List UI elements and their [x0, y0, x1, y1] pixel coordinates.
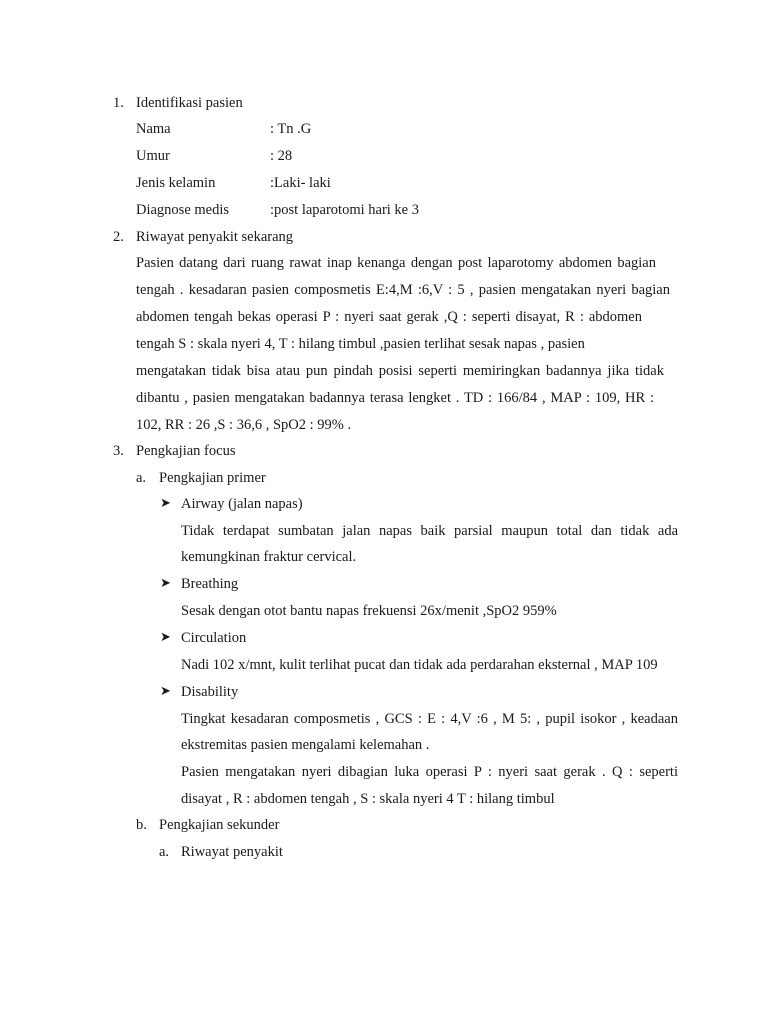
paragraph-line: mengatakan tidak bisa atau pun pindah posisi seperti memiringkan badannya jika tidak	[136, 363, 664, 379]
item-title: Circulation	[181, 630, 247, 646]
subsubsection-title: Riwayat penyakit	[181, 844, 283, 860]
field-value: : 28	[270, 148, 293, 164]
paragraph-line: tengah . kesadaran pasien composmetis E:4,M :6,V : 5 , pasien mengatakan nyeri bagian	[136, 282, 670, 298]
subsubsection-marker: a.	[159, 844, 170, 860]
item-line: Tingkat kesadaran composmetis , GCS : E : 4,V :6 , M 5: , pupil isokor , keadaan	[181, 711, 678, 727]
section-title: Identifikasi pasien	[136, 95, 243, 111]
item-line: kemungkinan fraktur cervical.	[181, 549, 357, 565]
field-label: Umur	[136, 148, 170, 164]
item-line: Sesak dengan otot bantu napas frekuensi 26x/menit ,SpO2 959%	[181, 603, 557, 619]
subsection-marker: a.	[136, 470, 147, 486]
paragraph-line: Pasien datang dari ruang rawat inap kenanga dengan post laparotomy abdomen bagian	[136, 255, 656, 271]
section-number: 3.	[113, 443, 124, 459]
field-label: Nama	[136, 121, 171, 137]
item-line: Tidak terdapat sumbatan jalan napas baik parsial maupun total dan tidak ada	[181, 523, 678, 539]
item-line: Pasien mengatakan nyeri dibagian luka operasi P : nyeri saat gerak . Q : seperti	[181, 764, 678, 780]
paragraph-line: 102, RR : 26 ,S : 36,6 , SpO2 : 99% .	[136, 417, 352, 433]
section-title: Pengkajian focus	[136, 443, 236, 459]
arrowhead-bullet-icon: ➤	[160, 630, 171, 645]
subsection-title: Pengkajian primer	[159, 470, 266, 486]
field-value: :post laparotomi hari ke 3	[270, 202, 419, 218]
field-label: Jenis kelamin	[136, 175, 216, 191]
item-title: Disability	[181, 684, 239, 700]
arrowhead-bullet-icon: ➤	[160, 576, 171, 591]
paragraph-line: dibantu , pasien mengatakan badannya terasa lengket . TD : 166/84 , MAP : 109, HR :	[136, 390, 654, 406]
arrowhead-bullet-icon: ➤	[160, 496, 171, 511]
subsection-title: Pengkajian sekunder	[159, 817, 280, 833]
section-number: 1.	[113, 95, 124, 111]
item-line: disayat , R : abdomen tengah , S : skala nyeri 4 T : hilang timbul	[181, 791, 555, 807]
section-number: 2.	[113, 229, 124, 245]
section-title: Riwayat penyakit sekarang	[136, 229, 294, 245]
item-title: Breathing	[181, 576, 239, 592]
item-line: ekstremitas pasien mengalami kelemahan .	[181, 737, 430, 753]
paragraph-line: abdomen tengah bekas operasi P : nyeri saat gerak ,Q : seperti disayat, R : abdomen	[136, 309, 642, 325]
item-title: Airway (jalan napas)	[181, 496, 303, 512]
arrowhead-bullet-icon: ➤	[160, 684, 171, 699]
subsection-marker: b.	[136, 817, 147, 833]
item-line: Nadi 102 x/mnt, kulit terlihat pucat dan tidak ada perdarahan eksternal , MAP 109	[181, 657, 658, 673]
field-value: : Tn .G	[270, 121, 312, 137]
paragraph-line: tengah S : skala nyeri 4, T : hilang timbul ,pasien terlihat sesak napas , pasien	[136, 336, 585, 352]
field-label: Diagnose medis	[136, 202, 230, 218]
field-value: :Laki- laki	[270, 175, 331, 191]
